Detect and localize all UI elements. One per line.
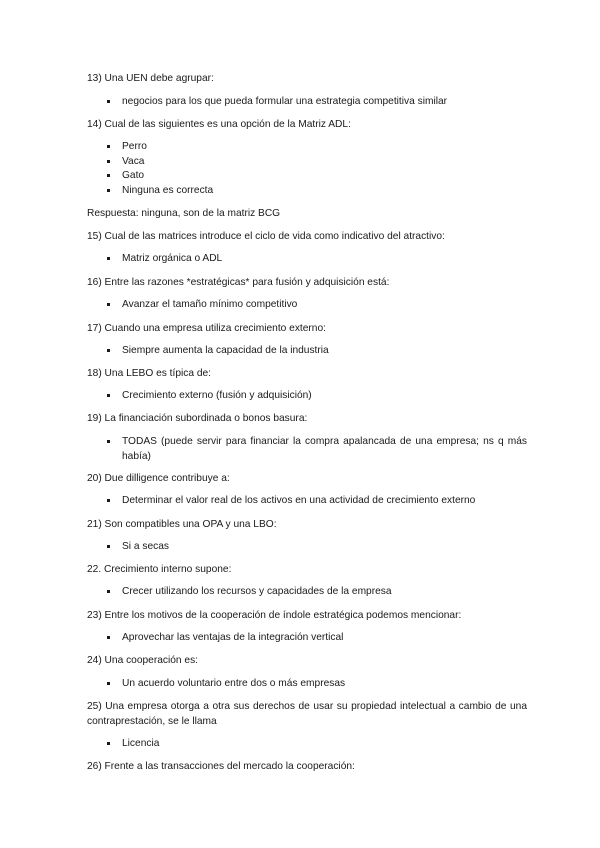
question-26: 26) Frente a las transacciones del mercado la cooperación: <box>87 761 355 772</box>
answer-13: negocios para los que pueda formular una estrategia competitiva similar <box>122 95 527 110</box>
question-18: 18) Una LEBO es típica de: <box>87 368 212 379</box>
option-14-1: Perro <box>122 140 527 155</box>
answer-25: Licencia <box>122 737 527 752</box>
option-14-3: Gato <box>122 169 527 184</box>
question-20: 20) Due dilligence contribuye a: <box>87 473 230 484</box>
answer-21: Si a secas <box>122 540 527 555</box>
question-14: 14) Cual de las siguientes es una opción de la Matriz ADL: <box>87 119 351 130</box>
answer-24: Un acuerdo voluntario entre dos o más empresas <box>122 677 527 692</box>
question-19: 19) La financiación subordinada o bonos basura: <box>87 413 308 424</box>
answer-18: Crecimiento externo (fusión y adquisición) <box>122 389 527 404</box>
answer-15: Matriz orgánica o ADL <box>122 252 527 267</box>
option-14-4: Ninguna es correcta <box>122 184 527 199</box>
question-16: 16) Entre las razones *estratégicas* para fusión y adquisición está: <box>87 277 390 288</box>
answer-20: Determinar el valor real de los activos en una actividad de crecimiento externo <box>122 494 527 509</box>
answer-17: Siempre aumenta la capacidad de la industria <box>122 344 527 359</box>
answer-22: Crecer utilizando los recursos y capacidades de la empresa <box>122 585 527 600</box>
question-23: 23) Entre los motivos de la cooperación de índole estratégica podemos mencionar: <box>87 610 462 621</box>
option-14-2: Vaca <box>122 155 527 170</box>
question-21: 21) Son compatibles una OPA y una LBO: <box>87 519 277 530</box>
answer-19: TODAS (puede servir para financiar la compra apalancada de una empresa; ns q más había) <box>122 435 527 464</box>
question-22: 22. Crecimiento interno supone: <box>87 564 232 575</box>
question-13: 13) Una UEN debe agrupar: <box>87 73 214 84</box>
question-17: 17) Cuando una empresa utiliza crecimiento externo: <box>87 323 326 334</box>
question-24: 24) Una cooperación es: <box>87 655 198 666</box>
answer-note-14: Respuesta: ninguna, son de la matriz BCG <box>87 208 281 219</box>
answer-23: Aprovechar las ventajas de la integración vertical <box>122 631 527 646</box>
question-15: 15) Cual de las matrices introduce el ciclo de vida como indicativo del atractivo: <box>87 231 445 242</box>
question-25: 25) Una empresa otorga a otra sus derechos de usar su propiedad intelectual a cambio de una contraprestación, se le llama <box>87 701 527 727</box>
answer-16: Avanzar el tamaño mínimo competitivo <box>122 298 527 313</box>
